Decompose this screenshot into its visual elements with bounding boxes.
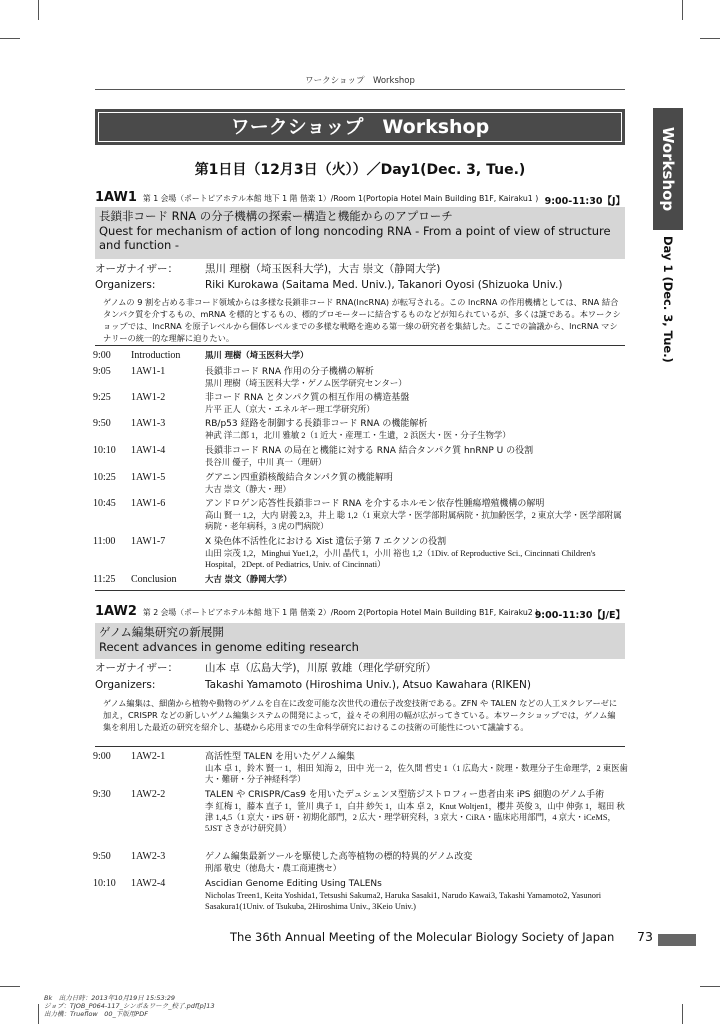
- session-abstract: ゲノム編集は、細菌から植物や動物のゲノムを自在に改変可能な次世代の遺伝子改変技術である。ZFN や TALEN などの人工ヌクレアーゼに加え，CRISPR などの新しいゲノム編集システムの開発によって，益々その利用の幅が広がってきている。本ワークショップでは，ゲノム編集を利用した最近の研究を紹介し、基礎から応用までの生命科学研究におけるこの技術の可能性について議論する。: [103, 698, 618, 732]
- side-day-label: Day 1 (Dec. 3, Tue.): [661, 236, 675, 363]
- organizers-jp: オーガナイザー： 黒川 理樹（埼玉医科大学)，大吉 崇文（静岡大学): [95, 263, 441, 275]
- session-title-box: [95, 623, 625, 659]
- footer-meeting: The 36th Annual Meeting of the Molecular Biology Society of Japan: [230, 930, 615, 944]
- session-time: 9:00-11:30【J/E】: [534, 610, 625, 621]
- print-info: [44, 994, 215, 1018]
- session-title-box: [95, 207, 625, 259]
- section-banner: [95, 109, 625, 145]
- session-code: 1AW2: [95, 604, 137, 619]
- crop-mark: [38, 0, 39, 20]
- footer-bar: [658, 934, 696, 946]
- session-title-jp: 長鎖非コード RNA の分子機構の探索ー構造と機能からのアプローチ: [99, 209, 453, 223]
- organizers-jp: オーガナイザー： 山本 卓（広島大学)，川原 敦雄（理化学研究所）: [95, 662, 437, 674]
- divider: [95, 590, 625, 591]
- crop-mark: [700, 986, 720, 987]
- crop-mark: [682, 0, 683, 20]
- session-abstract: ゲノムの 9 割を占める非コード領域からは多様な長鎖非コード RNA(lncRNA) が転写される。この lncRNA の作用機構としては、RNA 結合タンパク質を介するもの、mRNA を標的とするもの、標的プロモーターに結合するものなどが知られているが、多くは謎である。本ワークショップでは、lncRNA を原子レベルから個体レベルまでの多様な戦略を進める第一線の研究者を集結した。ここでの論議から、lncRNA マシナリーの統一的な理解に迫りたい。: [103, 297, 621, 343]
- organizers-en: Organizers: Riki Kurokawa (Saitama Med. Univ.), Takanori Oyosi (Shizuoka Univ.): [95, 279, 563, 291]
- header-divider: [95, 89, 625, 90]
- session-header: [95, 604, 625, 619]
- banner-title: ワークショップ Workshop: [98, 112, 622, 142]
- crop-mark: [700, 38, 720, 39]
- session-title-en: Quest for mechanism of action of long noncoding RNA - From a point of view of structure and function -: [99, 224, 611, 252]
- print-line: ジョブ：TJOB_P064-117_シンポ＆ワーク_校了.pdf[p]13: [44, 1002, 215, 1010]
- session-header: [95, 190, 625, 205]
- side-tab-label: Workshop: [659, 126, 677, 212]
- divider: [95, 345, 625, 346]
- session-title-en: Recent advances in genome editing research: [99, 640, 359, 654]
- organizers-en: Organizers: Takashi Yamamoto (Hiroshima Univ.), Atsuo Kawahara (RIKEN): [95, 679, 531, 691]
- divider: [95, 746, 625, 747]
- session-time: 9:00-11:30【J】: [544, 196, 625, 207]
- crop-mark: [38, 1004, 39, 1024]
- running-header: ワークショップ Workshop: [305, 76, 415, 86]
- day-title: 第1日目（12月3日（火））／Day1(Dec. 3, Tue.): [194, 162, 526, 178]
- session-room: 第 2 会場（ポートピアホテル本館 地下 1 階 偕楽 2）/Room 2(Portopia Hotel Main Building B1F, Kairaku2 ): [142, 608, 539, 617]
- print-line: 出力機：Trueflow 00_下版用PDF: [44, 1010, 148, 1018]
- crop-mark: [0, 38, 20, 39]
- session-code: 1AW1: [95, 190, 137, 205]
- side-tab: [653, 108, 683, 230]
- session-title-jp: ゲノム編集研究の新展開: [99, 625, 224, 639]
- crop-mark: [0, 986, 20, 987]
- session-room: 第 1 会場（ポートピアホテル本館 地下 1 階 偕楽 1）/Room 1(Portopia Hotel Main Building B1F, Kairaku1 ): [142, 194, 539, 203]
- print-line: Bk 出力日時：2013年10月19日 15:53:29: [44, 994, 176, 1002]
- page-number: 73: [637, 929, 653, 944]
- crop-mark: [682, 1004, 683, 1024]
